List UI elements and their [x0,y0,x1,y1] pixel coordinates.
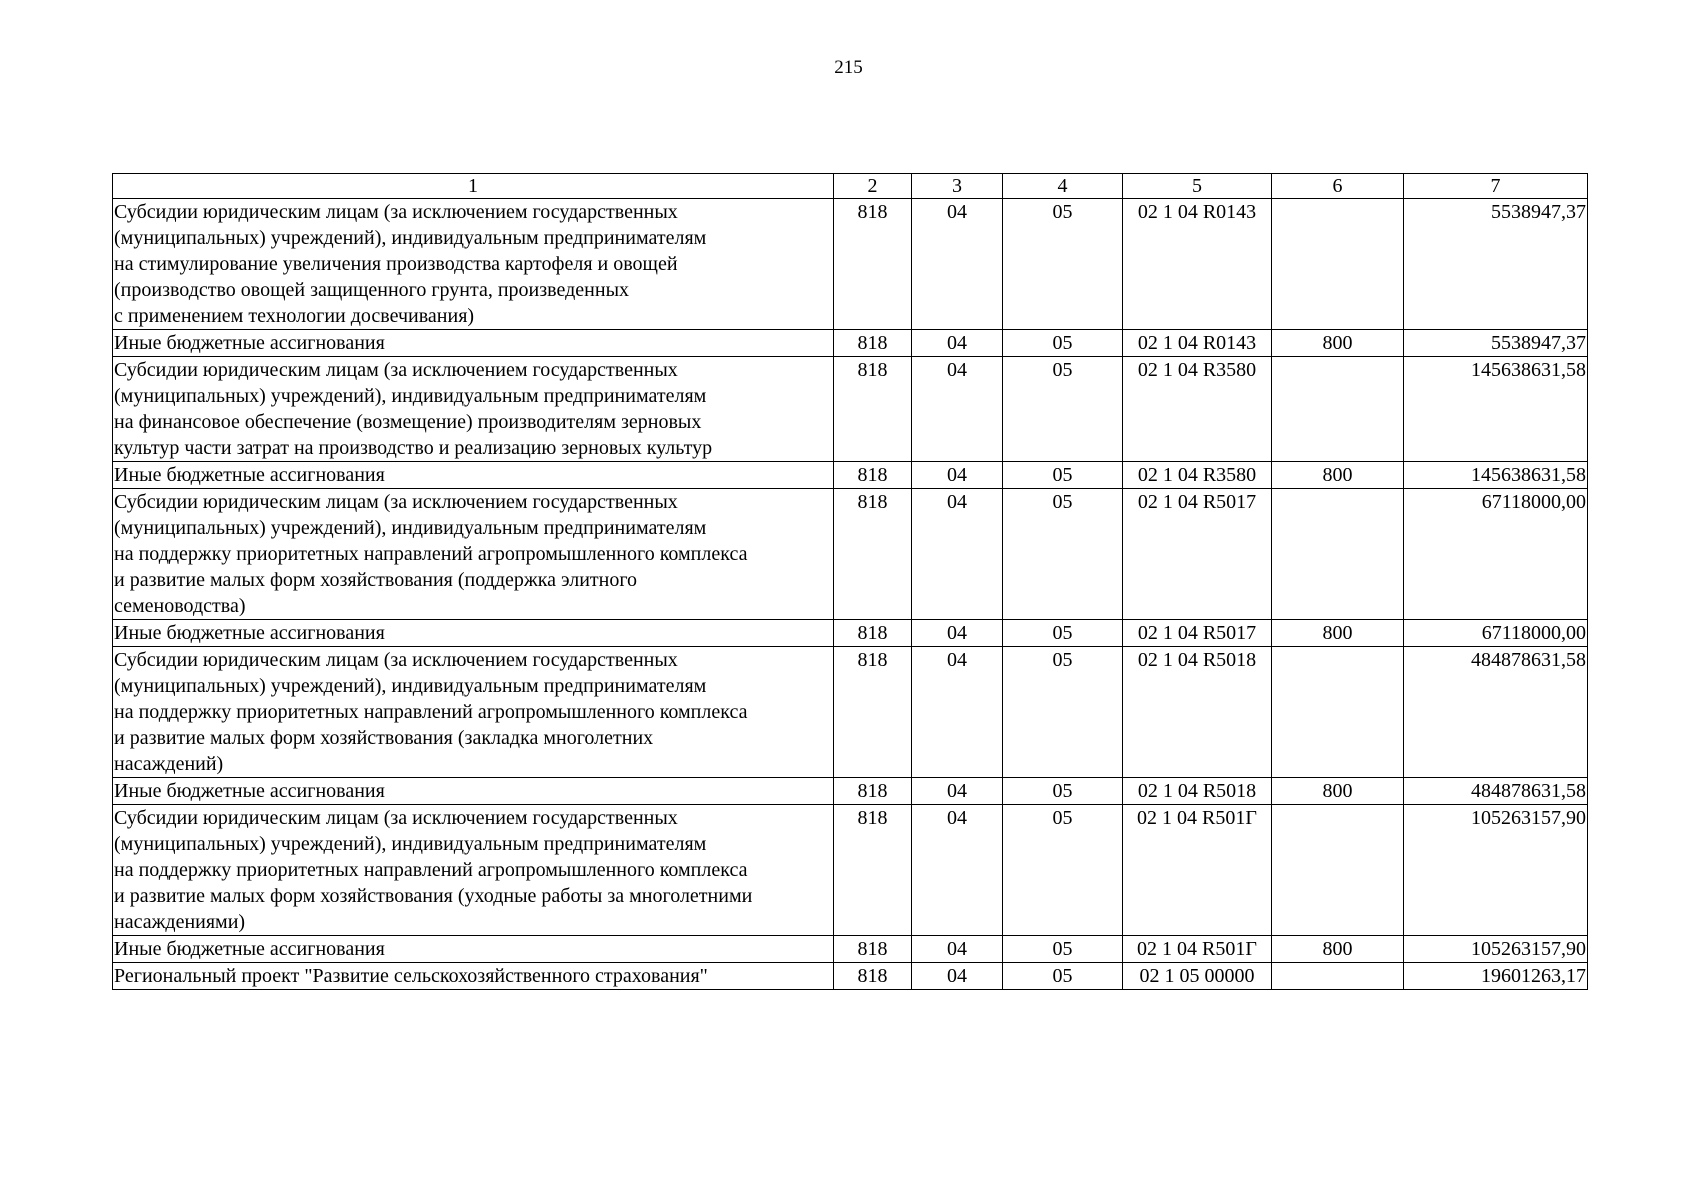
column-header-3: 3 [912,174,1003,199]
row-subsection-code: 05 [1003,778,1123,805]
row-ministry-code: 818 [834,778,912,805]
table-row [113,330,1588,357]
table-row [113,462,1588,489]
row-subsection-code: 05 [1003,936,1123,963]
row-expense-type [1272,489,1404,620]
row-target-article: 02 1 04 R501Г [1123,805,1272,936]
table-row [113,357,1588,462]
table-row [113,963,1588,990]
row-expense-type [1272,805,1404,936]
row-amount: 5538947,37 [1404,199,1588,330]
budget-table [112,173,1588,990]
row-subsection-code: 05 [1003,357,1123,462]
row-amount: 484878631,58 [1404,778,1588,805]
column-header-1: 1 [113,174,834,199]
row-section-code: 04 [912,805,1003,936]
row-name: Субсидии юридическим лицам (за исключением государственных (муниципальных) учреждений), индивидуальным предпринимателям на поддержку приоритетных направлений агропромышленного комплекса и развитие малых форм хозяйствования (закладка многолетних насаждений) [113,647,834,778]
row-name: Субсидии юридическим лицам (за исключением государственных (муниципальных) учреждений), индивидуальным предпринимателям на финансовое обеспечение (возмещение) производителям зерновых культур части затрат на производство и реализацию зерновых культур [113,357,834,462]
row-target-article: 02 1 04 R3580 [1123,462,1272,489]
row-name: Иные бюджетные ассигнования [113,936,834,963]
row-target-article: 02 1 04 R5017 [1123,620,1272,647]
row-target-article: 02 1 05 00000 [1123,963,1272,990]
row-section-code: 04 [912,620,1003,647]
column-header-2: 2 [834,174,912,199]
row-amount: 105263157,90 [1404,936,1588,963]
row-expense-type [1272,357,1404,462]
row-target-article: 02 1 04 R5018 [1123,647,1272,778]
row-expense-type [1272,647,1404,778]
row-section-code: 04 [912,357,1003,462]
row-subsection-code: 05 [1003,489,1123,620]
row-subsection-code: 05 [1003,620,1123,647]
column-header-7: 7 [1404,174,1588,199]
row-section-code: 04 [912,963,1003,990]
row-subsection-code: 05 [1003,647,1123,778]
row-section-code: 04 [912,647,1003,778]
table-row [113,778,1588,805]
column-header-6: 6 [1272,174,1404,199]
row-name: Иные бюджетные ассигнования [113,620,834,647]
row-section-code: 04 [912,199,1003,330]
row-target-article: 02 1 04 R0143 [1123,330,1272,357]
row-section-code: 04 [912,462,1003,489]
column-header-5: 5 [1123,174,1272,199]
row-amount: 145638631,58 [1404,462,1588,489]
page-number: 215 [834,57,863,78]
row-ministry-code: 818 [834,620,912,647]
row-name: Иные бюджетные ассигнования [113,330,834,357]
row-name: Региональный проект "Развитие сельскохозяйственного страхования" [113,963,834,990]
row-expense-type: 800 [1272,778,1404,805]
row-name: Иные бюджетные ассигнования [113,462,834,489]
row-subsection-code: 05 [1003,199,1123,330]
row-amount: 484878631,58 [1404,647,1588,778]
row-name: Субсидии юридическим лицам (за исключением государственных (муниципальных) учреждений), индивидуальным предпринимателям на стимулирование увеличения производства картофеля и овощей (производство овощей защищенного грунта, произведенных с применением технологии досвечивания) [113,199,834,330]
table-row [113,936,1588,963]
row-section-code: 04 [912,778,1003,805]
row-ministry-code: 818 [834,330,912,357]
row-amount: 19601263,17 [1404,963,1588,990]
row-expense-type: 800 [1272,462,1404,489]
row-section-code: 04 [912,330,1003,357]
row-section-code: 04 [912,489,1003,620]
row-ministry-code: 818 [834,199,912,330]
row-amount: 5538947,37 [1404,330,1588,357]
row-name: Субсидии юридическим лицам (за исключением государственных (муниципальных) учреждений), индивидуальным предпринимателям на поддержку приоритетных направлений агропромышленного комплекса и развитие малых форм хозяйствования (уходные работы за многолетними насаждениями) [113,805,834,936]
row-section-code: 04 [912,936,1003,963]
row-subsection-code: 05 [1003,462,1123,489]
row-expense-type: 800 [1272,330,1404,357]
row-amount: 145638631,58 [1404,357,1588,462]
table-row [113,805,1588,936]
row-ministry-code: 818 [834,963,912,990]
row-expense-type [1272,963,1404,990]
row-ministry-code: 818 [834,647,912,778]
row-amount: 67118000,00 [1404,620,1588,647]
row-target-article: 02 1 04 R5018 [1123,778,1272,805]
row-ministry-code: 818 [834,357,912,462]
table-row [113,647,1588,778]
row-amount: 67118000,00 [1404,489,1588,620]
row-target-article: 02 1 04 R5017 [1123,489,1272,620]
row-name: Иные бюджетные ассигнования [113,778,834,805]
row-expense-type: 800 [1272,936,1404,963]
row-expense-type: 800 [1272,620,1404,647]
row-subsection-code: 05 [1003,963,1123,990]
row-subsection-code: 05 [1003,330,1123,357]
row-target-article: 02 1 04 R501Г [1123,936,1272,963]
row-ministry-code: 818 [834,805,912,936]
row-expense-type [1272,199,1404,330]
table-row [113,489,1588,620]
row-ministry-code: 818 [834,489,912,620]
row-subsection-code: 05 [1003,805,1123,936]
table-row [113,620,1588,647]
row-ministry-code: 818 [834,936,912,963]
row-name: Субсидии юридическим лицам (за исключением государственных (муниципальных) учреждений), индивидуальным предпринимателям на поддержку приоритетных направлений агропромышленного комплекса и развитие малых форм хозяйствования (поддержка элитного семеноводства) [113,489,834,620]
row-target-article: 02 1 04 R0143 [1123,199,1272,330]
row-ministry-code: 818 [834,462,912,489]
table-row [113,199,1588,330]
row-amount: 105263157,90 [1404,805,1588,936]
row-target-article: 02 1 04 R3580 [1123,357,1272,462]
table-header-row [113,174,1588,199]
column-header-4: 4 [1003,174,1123,199]
